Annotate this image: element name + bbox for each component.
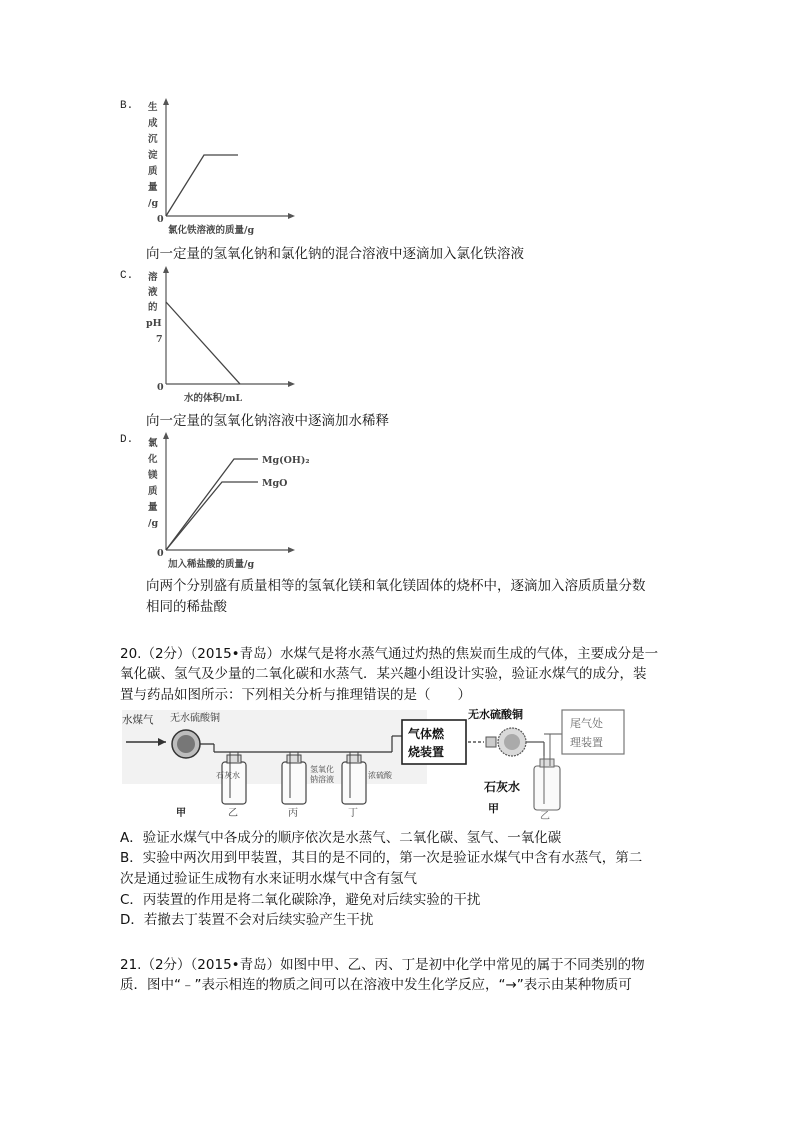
drying-ball-1-contents — [177, 735, 195, 753]
naoh-label-1: 氢氧化 — [310, 765, 334, 774]
y-axis-arrow — [163, 432, 169, 439]
naoh-label-2: 钠溶液 — [310, 775, 334, 784]
label-yi-2: 乙 — [540, 811, 550, 822]
q20-option-a: A．验证水煤气中各成分的顺序依次是水蒸气、二氧化碳、氢气、一氧化碳 — [120, 830, 562, 846]
option-c-label: C. — [120, 270, 134, 282]
x-axis-label: 氯化铁溶液的质量/g — [168, 225, 255, 236]
x-axis-arrow — [288, 381, 295, 387]
x-axis-label: 水的体积/mL — [184, 393, 243, 404]
limewater-label-1: 石灰水 — [216, 771, 240, 780]
y-label-char: 溶 — [148, 272, 158, 283]
cuso4-label-2: 无水硫酸铜 — [468, 708, 523, 721]
label-jia: 甲 — [176, 808, 186, 819]
series-line — [166, 302, 240, 384]
y-label-char: 质 — [148, 486, 158, 497]
burner-label-2: 烧装置 — [408, 745, 445, 759]
y-label-char: 量 — [148, 182, 158, 193]
y-label-char: 淀 — [148, 150, 158, 161]
option-d-label: D. — [120, 434, 134, 446]
option-c-caption: 向一定量的氢氧化钠溶液中逐滴加水稀释 — [146, 413, 389, 429]
y-label-char: 液 — [148, 287, 158, 298]
q20-line-2: 氧化碳、氢气及少量的二氧化碳和水蒸气．某兴趣小组设计实验，验证水煤气的成分，装 — [120, 666, 647, 682]
y-label-char: 的 — [148, 302, 158, 313]
water-gas-label: 水煤气 — [122, 714, 154, 726]
origin-label: 0 — [157, 382, 164, 393]
q20-option-b-line-1: B．实验中两次用到甲装置，其目的是不同的，第一次是验证水煤气中含有水蒸气，第二 — [120, 850, 643, 866]
origin-label: 0 — [157, 214, 164, 225]
label-yi: 乙 — [228, 808, 238, 819]
y-axis-label — [148, 101, 158, 209]
option-b-label: B. — [120, 100, 134, 112]
y-label-char: 沉 — [148, 134, 158, 145]
limewater-label-2: 石灰水 — [484, 780, 521, 794]
label-bing: 丙 — [288, 808, 298, 819]
option-d-graph — [140, 432, 340, 572]
series-line — [166, 155, 238, 216]
y-label-char: 镁 — [148, 470, 158, 481]
y-axis-arrow — [163, 98, 169, 105]
y-tick-label: 7 — [156, 334, 163, 345]
x-axis-arrow — [288, 547, 295, 553]
tail-gas-label-1: 尾气处 — [570, 717, 603, 730]
y-axis-arrow — [163, 266, 169, 273]
option-d-caption-line-2: 相同的稀盐酸 — [146, 599, 227, 615]
y-label-char: 质 — [148, 166, 158, 177]
cuso4-label-1: 无水硫酸铜 — [170, 713, 220, 724]
x-axis-label: 加入稀盐酸的质量/g — [168, 559, 255, 570]
label-ding: 丁 — [348, 808, 358, 819]
conc-h2so4-label: 浓硫酸 — [368, 771, 392, 780]
legend-mgo: MgO — [262, 478, 288, 489]
tail-gas-label-2: 理装置 — [570, 736, 603, 749]
q21-line-1: 21.（2分）（2015•青岛）如图中甲、乙、丙、丁是初中化学中常见的属于不同类别的物 — [120, 957, 645, 973]
q20-option-d: D．若撤去丁装置不会对后续实验产生干扰 — [120, 912, 374, 928]
drying-ball-2-contents — [504, 734, 520, 750]
y-label-char: /g — [148, 198, 159, 209]
label-jia-2: 甲 — [488, 802, 499, 815]
option-d-caption-line-1: 向两个分别盛有质量相等的氢氧化镁和氧化镁固体的烧杯中，逐滴加入溶质质量分数 — [146, 578, 646, 594]
y-label-char: 量 — [148, 502, 158, 513]
option-b-graph — [140, 98, 300, 238]
q20-option-c: C．丙装置的作用是将二氧化碳除净，避免对后续实验的干扰 — [120, 892, 481, 908]
option-b-caption: 向一定量的氢氧化钠和氯化钠的混合溶液中逐滴加入氯化铁溶液 — [146, 246, 524, 262]
x-axis-arrow — [288, 213, 295, 219]
origin-label: 0 — [157, 548, 164, 559]
series-line-mgo — [166, 482, 258, 550]
y-label-char: /g — [148, 518, 159, 529]
series-line-mgoh2 — [166, 459, 258, 550]
y-label-char: 成 — [148, 118, 158, 129]
option-c-graph — [140, 266, 300, 406]
y-label-char: pH — [146, 318, 162, 329]
y-label-char: 氯 — [148, 438, 158, 449]
q20-option-b-line-2: 次是通过验证生成物有水来证明水煤气中含有氢气 — [120, 871, 417, 887]
q21-line-2: 质．图中“﹣”表示相连的物质之间可以在溶液中发生化学反应，“→”表示由某种物质可 — [120, 977, 632, 993]
y-label-char: 生 — [148, 102, 158, 113]
y-label-char: 化 — [148, 454, 158, 465]
q20-line-3: 置与药品如图所示：下列相关分析与推理错误的是（ ） — [120, 687, 471, 703]
q20-apparatus-diagram — [118, 706, 628, 824]
burner-label-1: 气体燃 — [408, 727, 445, 741]
legend-mgoh2: Mg(OH)₂ — [262, 455, 310, 466]
q20-line-1: 20.（2分）（2015•青岛）水煤气是将水蒸气通过灼热的焦炭而生成的气体，主要成分是一 — [120, 646, 659, 662]
